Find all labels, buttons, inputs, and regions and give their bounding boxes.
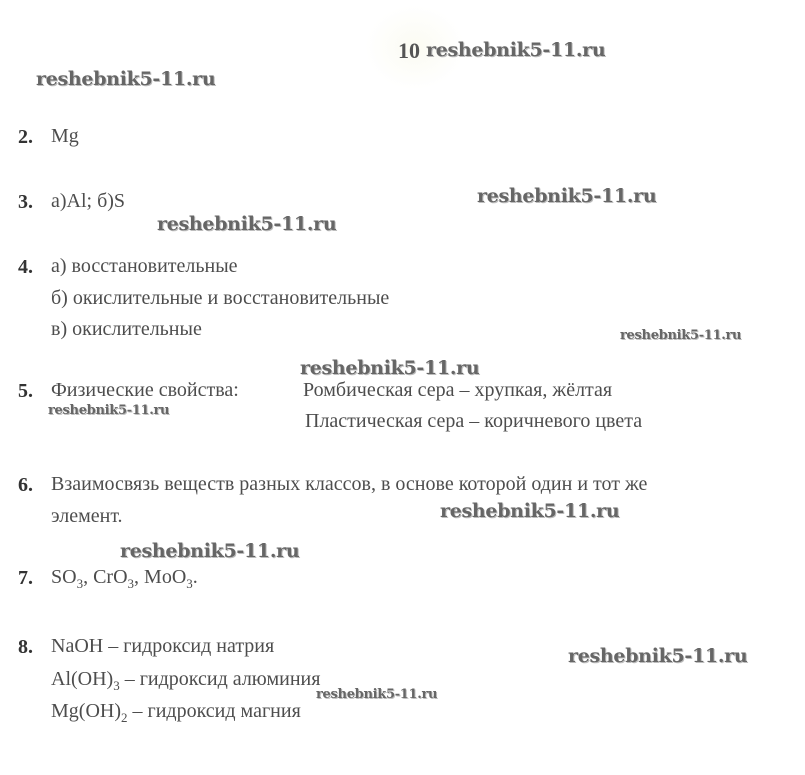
item-text: $Mg(OH)_2$ – гидроксид магния xyxy=(51,700,301,725)
watermark: reshebnik5-11.ru xyxy=(120,540,300,562)
item-number: 3. xyxy=(18,191,33,213)
item-text: $Al(OH)_3$ – гидроксид алюминия xyxy=(51,668,321,693)
item-text: б) окислительные и восстановительные xyxy=(51,287,390,309)
item-text: а)Al; б)S xyxy=(51,190,126,212)
item-number: 2. xyxy=(18,126,33,148)
item-text: Mg xyxy=(51,125,79,147)
watermark: reshebnik5-11.ru xyxy=(426,39,606,61)
item-text: Взаимосвязь веществ разных классов, в основе которой один и тот же xyxy=(51,473,648,495)
item-number: 6. xyxy=(18,474,33,496)
watermark: reshebnik5-11.ru xyxy=(440,500,620,522)
item-number: 8. xyxy=(18,636,33,658)
item-text: Ромбическая сера – хрупкая, жёлтая xyxy=(303,379,613,401)
watermark: reshebnik5-11.ru xyxy=(477,185,657,207)
watermark: reshebnik5-11.ru xyxy=(568,645,748,667)
item-text: $SO_3$, CrO$_3$, MoO$_3$. xyxy=(51,566,198,591)
item-text: NaOH – гидроксид натрия xyxy=(51,635,275,657)
page-number: 10 xyxy=(398,38,420,63)
item-label: Физические свойства: xyxy=(51,379,239,401)
item-number: 5. xyxy=(18,380,33,402)
watermark: reshebnik5-11.ru xyxy=(300,357,480,379)
watermark: reshebnik5-11.ru xyxy=(157,213,337,235)
item-text: Пластическая сера – коричневого цвета xyxy=(305,410,643,432)
item-number: 4. xyxy=(18,256,33,278)
item-text: в) окислительные xyxy=(51,318,202,340)
watermark: reshebnik5-11.ru xyxy=(36,68,216,90)
watermark: reshebnik5-11.ru xyxy=(620,328,742,343)
watermark: reshebnik5-11.ru xyxy=(48,403,170,418)
item-text: элемент. xyxy=(51,505,123,527)
item-number: 7. xyxy=(18,567,33,589)
item-text: а) восстановительные xyxy=(51,255,238,277)
watermark: reshebnik5-11.ru xyxy=(316,687,438,702)
